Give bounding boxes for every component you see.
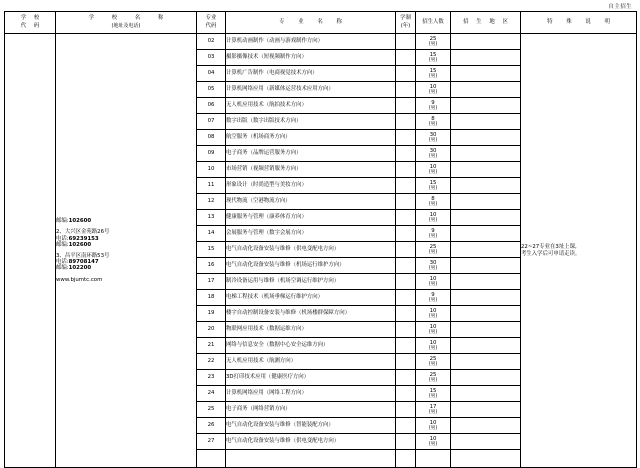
major-name-cell: 电气自动化设备安装与维修（供电变配电方向）: [226, 242, 396, 258]
enrollment-table: [4, 11, 637, 468]
header-region-label: 招 生 地 区: [463, 18, 511, 25]
major-name-cell: 电气自动化设备安装与维修（机场运行维护方向）: [226, 258, 396, 274]
header-years-line2: (年): [400, 22, 411, 29]
quota-cell: [416, 130, 451, 146]
region-cell: [451, 178, 521, 194]
major-code-cell: 16: [197, 258, 226, 274]
major-code-cell: 06: [197, 98, 226, 114]
quota-gender-note: (男): [428, 282, 438, 288]
school-website-link[interactable]: www.bjumtc.com: [56, 276, 103, 283]
quota-number: 30: [429, 131, 437, 138]
quota-cell: [416, 338, 451, 354]
header-major-code-line1: 专业: [205, 15, 217, 22]
quota-cell: [416, 242, 451, 258]
quota-gender-note: (男): [428, 122, 438, 128]
quota-gender-note: (男): [428, 106, 438, 112]
region-cell: [451, 82, 521, 98]
major-name-cell: 电子商务（品牌运营服务方向）: [226, 146, 396, 162]
quota-number: 10: [429, 211, 437, 218]
major-name-cell: 电梯工程技术（机场垂梯运行维护方向）: [226, 290, 396, 306]
region-cell: [451, 354, 521, 370]
major-name-cell: 航空服务（机场商务方向）: [226, 130, 396, 146]
major-name-cell: 现代物流（空港物流方向）: [226, 194, 396, 210]
address-value: 69239153: [68, 235, 99, 242]
quota-number: 15: [429, 67, 437, 74]
quota-cell: [416, 258, 451, 274]
quota-gender-note: (男): [428, 442, 438, 448]
major-name-cell: 计算机网络应用（新媒体运营技术应用方向）: [226, 82, 396, 98]
remark-line: 考生入学后可申请走读。: [521, 250, 581, 257]
major-name-cell: 形象设计（时尚造型与美妆方向）: [226, 178, 396, 194]
major-code-cell: [197, 450, 226, 468]
quota-gender-note: (男): [428, 170, 438, 176]
quota-gender-note: (男): [428, 58, 438, 64]
quota-number: 10: [429, 435, 437, 442]
years-cell: [396, 290, 416, 306]
years-cell: [396, 434, 416, 450]
quota-number: 10: [429, 275, 437, 282]
quota-cell: [416, 194, 451, 210]
school-address-line: 3、昌平区南环路53号: [56, 253, 110, 259]
header-school-code-line2: 代 码: [20, 22, 43, 29]
major-name-cell: 无人机应用技术（航测方向）: [226, 354, 396, 370]
quota-number: 25: [429, 243, 437, 250]
years-cell: [396, 210, 416, 226]
major-name-cell: 无人机应用技术（航拍技术方向）: [226, 98, 396, 114]
remark-cell: [521, 34, 637, 468]
header-row: [5, 12, 637, 34]
quota-cell: [416, 210, 451, 226]
years-cell: [396, 258, 416, 274]
years-cell: [396, 82, 416, 98]
years-cell: [396, 322, 416, 338]
region-cell: [451, 402, 521, 418]
address-label: 邮编:: [56, 265, 69, 272]
region-cell: [451, 146, 521, 162]
years-cell: [396, 98, 416, 114]
quota-cell: [416, 114, 451, 130]
region-cell: [451, 34, 521, 50]
years-cell: [396, 370, 416, 386]
region-cell: [451, 450, 521, 468]
years-cell: [396, 306, 416, 322]
quota-gender-note: (男): [428, 346, 438, 352]
region-cell: [451, 50, 521, 66]
years-cell: [396, 226, 416, 242]
quota-gender-note: (男): [428, 90, 438, 96]
quota-cell: [416, 418, 451, 434]
quota-cell: [416, 402, 451, 418]
major-name-cell: [226, 450, 396, 468]
quota-gender-note: (男): [428, 42, 438, 48]
major-name-cell: 会展服务与管理（数字会展方向）: [226, 226, 396, 242]
remark-line: 22~27专业在3址上课,: [521, 244, 577, 251]
region-cell: [451, 338, 521, 354]
quota-gender-note: (男): [428, 154, 438, 160]
major-name-cell: 数字出版（数字出版技术方向）: [226, 114, 396, 130]
quota-gender-note: (男): [428, 362, 438, 368]
header-quota: [416, 12, 451, 34]
header-remark-label: 特 殊 说 明: [547, 18, 616, 25]
region-cell: [451, 274, 521, 290]
major-code-cell: 20: [197, 322, 226, 338]
region-cell: [451, 114, 521, 130]
major-name-cell: 楼宇自动控制设备安装与维修（机场楼群保障方向）: [226, 306, 396, 322]
quota-number: 9: [431, 227, 435, 234]
header-major-code: [197, 12, 226, 34]
region-cell: [451, 66, 521, 82]
years-cell: [396, 162, 416, 178]
quota-cell: [416, 434, 451, 450]
quota-number: 10: [429, 339, 437, 346]
quota-number: 17: [429, 403, 437, 410]
address-label: 电话:: [56, 259, 69, 266]
major-code-cell: 02: [197, 34, 226, 50]
address-label: 电话:: [56, 235, 69, 242]
address-value: 102600: [68, 241, 92, 248]
quota-gender-note: (男): [428, 74, 438, 80]
region-cell: [451, 386, 521, 402]
major-code-cell: 26: [197, 418, 226, 434]
major-code-cell: 17: [197, 274, 226, 290]
major-name-cell: 市场营销（视频营销服务方向）: [226, 162, 396, 178]
major-code-cell: 07: [197, 114, 226, 130]
major-code-cell: 21: [197, 338, 226, 354]
quota-cell: [416, 370, 451, 386]
quota-cell: [416, 322, 451, 338]
major-code-cell: 24: [197, 386, 226, 402]
quota-gender-note: (男): [428, 330, 438, 336]
header-major-code-line2: 代码: [205, 22, 217, 29]
quota-gender-note: (男): [428, 266, 438, 272]
major-name-cell: 摄影摄像技术（短视频制作方向）: [226, 50, 396, 66]
quota-number: 9: [431, 291, 435, 298]
years-cell: [396, 402, 416, 418]
quota-number: 15: [429, 387, 437, 394]
quota-gender-note: (男): [428, 426, 438, 432]
major-name-cell: 计算机网络应用（网络工程方向）: [226, 386, 396, 402]
region-cell: [451, 258, 521, 274]
address-value: 102600: [68, 218, 92, 225]
quota-number: 30: [429, 259, 437, 266]
quota-cell: [416, 34, 451, 50]
years-cell: [396, 386, 416, 402]
region-cell: [451, 418, 521, 434]
quota-cell: [416, 98, 451, 114]
major-code-cell: 27: [197, 434, 226, 450]
school-address-block: [56, 253, 196, 272]
major-code-cell: 04: [197, 66, 226, 82]
table-header: [5, 12, 637, 34]
years-cell: [396, 418, 416, 434]
major-name-cell: 电气自动化设备安装与维修（智能装配方向）: [226, 418, 396, 434]
major-code-cell: 13: [197, 210, 226, 226]
quota-number: 8: [431, 115, 435, 122]
quota-number: 15: [429, 51, 437, 58]
header-school-name: [56, 12, 197, 34]
quota-number: 10: [429, 83, 437, 90]
major-name-cell: 健康服务与管理（康养体育方向）: [226, 210, 396, 226]
quota-number: 9: [431, 99, 435, 106]
quota-number: 25: [429, 371, 437, 378]
header-major-name-label: 专 业 名 称: [279, 18, 348, 25]
header-school-name-line2: (地址及电话): [111, 22, 141, 29]
major-code-cell: 25: [197, 402, 226, 418]
major-name-cell: 计算机动画制作（动画与游戏制作方向）: [226, 34, 396, 50]
region-cell: [451, 98, 521, 114]
quota-gender-note: (男): [428, 234, 438, 240]
region-cell: [451, 370, 521, 386]
major-name-cell: 网络与信息安全（数据中心安全运维方向）: [226, 338, 396, 354]
header-school-code-line1: 学 校: [20, 15, 43, 22]
years-cell: [396, 130, 416, 146]
years-cell: [396, 274, 416, 290]
quota-gender-note: (男): [428, 378, 438, 384]
address-label: 邮编:: [56, 241, 69, 248]
major-code-cell: 22: [197, 354, 226, 370]
address-value: 102200: [68, 265, 92, 272]
major-name-cell: 电子商务（网络营销方向）: [226, 402, 396, 418]
major-code-cell: 09: [197, 146, 226, 162]
major-code-cell: 15: [197, 242, 226, 258]
major-name-cell: 电气自动化设备安装与维修（供电变配电方向）: [226, 434, 396, 450]
years-cell: [396, 146, 416, 162]
major-code-cell: 08: [197, 130, 226, 146]
years-cell: [396, 194, 416, 210]
major-code-cell: 12: [197, 194, 226, 210]
quota-cell: [416, 146, 451, 162]
quota-cell: [416, 306, 451, 322]
header-region: [451, 12, 521, 34]
quota-number: 8: [431, 195, 435, 202]
quota-number: 10: [429, 307, 437, 314]
region-cell: [451, 306, 521, 322]
region-cell: [451, 210, 521, 226]
major-code-cell: 10: [197, 162, 226, 178]
years-cell: [396, 338, 416, 354]
quota-gender-note: (男): [428, 394, 438, 400]
school-address-cell: [56, 34, 197, 468]
address-value: 89708147: [68, 259, 99, 266]
major-name-cell: 3D打印技术应用（健康医疗方向）: [226, 370, 396, 386]
school-address-line: [56, 218, 196, 224]
header-school-name-line1: 学 校 名 称: [88, 15, 172, 22]
school-address-line: [56, 242, 196, 248]
school-address-block: [56, 229, 196, 248]
major-code-cell: 18: [197, 290, 226, 306]
region-cell: [451, 290, 521, 306]
years-cell: [396, 242, 416, 258]
corner-note-independent-enrollment: 自主招生: [608, 4, 632, 10]
quota-gender-note: (男): [428, 410, 438, 416]
header-quota-label: 招生人数: [422, 18, 444, 25]
header-major-name: [226, 12, 396, 34]
quota-cell: [416, 66, 451, 82]
quota-gender-note: (男): [428, 314, 438, 320]
major-code-cell: 23: [197, 370, 226, 386]
quota-cell: [416, 82, 451, 98]
major-code-cell: 19: [197, 306, 226, 322]
school-code-cell: [5, 34, 56, 468]
major-code-cell: 05: [197, 82, 226, 98]
quota-number: 10: [429, 323, 437, 330]
major-name-cell: 计算机广告制作（电商视觉技术方向）: [226, 66, 396, 82]
header-school-code: [5, 12, 56, 34]
years-cell: [396, 34, 416, 50]
header-years-line1: 学制: [400, 15, 411, 22]
school-address-block: [56, 218, 196, 224]
major-code-cell: 11: [197, 178, 226, 194]
major-name-cell: 制冷设备运用与维修（机场空调运行维护方向）: [226, 274, 396, 290]
school-address-line: [56, 265, 196, 271]
region-cell: [451, 194, 521, 210]
quota-gender-note: (男): [428, 298, 438, 304]
quota-cell: [416, 50, 451, 66]
years-cell: [396, 354, 416, 370]
quota-number: 25: [429, 355, 437, 362]
region-cell: [451, 162, 521, 178]
major-code-cell: 14: [197, 226, 226, 242]
quota-number: 30: [429, 147, 437, 154]
quota-number: 15: [429, 179, 437, 186]
quota-cell: [416, 274, 451, 290]
quota-number: 10: [429, 419, 437, 426]
quota-number: 25: [429, 35, 437, 42]
quota-cell: [416, 290, 451, 306]
quota-gender-note: (男): [428, 186, 438, 192]
quota-gender-note: (男): [428, 138, 438, 144]
address-label: 邮编:: [56, 218, 69, 225]
quota-gender-note: (男): [428, 202, 438, 208]
table-row: [5, 34, 637, 50]
quota-number: 10: [429, 163, 437, 170]
region-cell: [451, 242, 521, 258]
quota-cell: [416, 354, 451, 370]
quota-cell: [416, 386, 451, 402]
major-code-cell: 03: [197, 50, 226, 66]
quota-cell: [416, 450, 451, 468]
quota-gender-note: (男): [428, 218, 438, 224]
header-years: [396, 12, 416, 34]
school-address-line: 2、大兴区金苑路26号: [56, 229, 110, 236]
years-cell: [396, 114, 416, 130]
years-cell: [396, 450, 416, 468]
major-name-cell: 物联网应用技术（数据运维方向）: [226, 322, 396, 338]
region-cell: [451, 322, 521, 338]
quota-cell: [416, 178, 451, 194]
region-cell: [451, 130, 521, 146]
years-cell: [396, 66, 416, 82]
years-cell: [396, 178, 416, 194]
years-cell: [396, 50, 416, 66]
quota-gender-note: (男): [428, 250, 438, 256]
region-cell: [451, 434, 521, 450]
quota-cell: [416, 226, 451, 242]
header-remark: [521, 12, 637, 34]
region-cell: [451, 226, 521, 242]
table-body: [5, 34, 637, 468]
quota-cell: [416, 162, 451, 178]
